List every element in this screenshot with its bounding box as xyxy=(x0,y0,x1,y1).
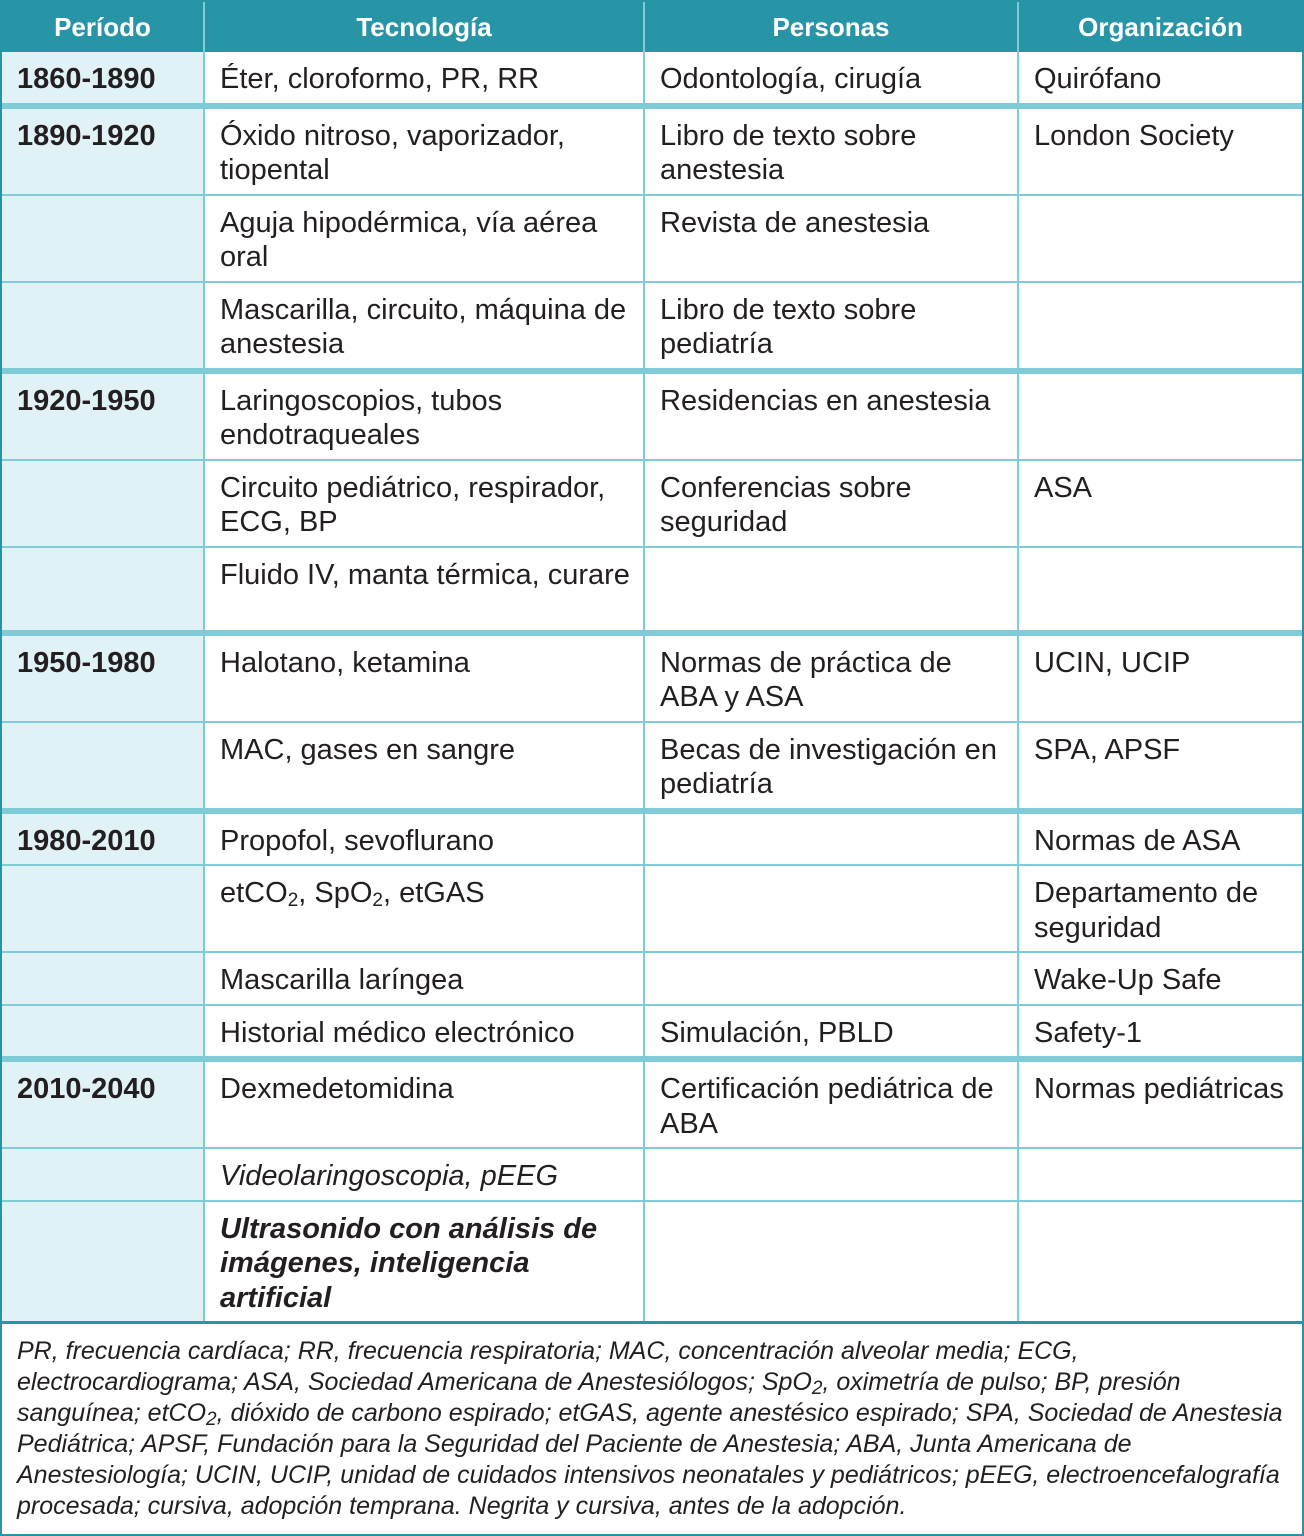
people-cell: Becas de investigación en pediatría xyxy=(644,722,1018,811)
tech-text: , etGAS xyxy=(383,877,485,909)
technology-cell: Ultrasonido con análisis de imágenes, inteligencia artificial xyxy=(204,1201,644,1322)
people-cell: Odontología, cirugía xyxy=(644,52,1018,106)
organization-cell: Normas pediátricas xyxy=(1018,1059,1302,1148)
technology-cell: Videolaringoscopia, pEEG xyxy=(204,1148,644,1201)
people-cell: Residencias en anestesia xyxy=(644,371,1018,460)
technology-cell: Laringoscopios, tubos endotraqueales xyxy=(204,371,644,460)
table-row xyxy=(2,1201,1302,1322)
footnote-text: PR, frecuencia cardíaca; RR, frecuencia respiratoria; MAC, concentración alveolar media; ECG, electrocardiograma; ASA, Sociedad Americana de Anestesiólogos; SpO xyxy=(17,1337,1079,1396)
period-cell xyxy=(2,282,204,371)
organization-cell xyxy=(1018,1148,1302,1201)
footnote xyxy=(2,1321,1302,1522)
people-cell: Normas de práctica de ABA y ASA xyxy=(644,633,1018,722)
technology-cell: Halotano, ketamina xyxy=(204,633,644,722)
tech-text: , SpO xyxy=(298,877,373,909)
technology-cell xyxy=(204,865,644,952)
organization-cell: ASA xyxy=(1018,460,1302,547)
organization-cell: London Society xyxy=(1018,106,1302,195)
technology-cell: Éter, cloroformo, PR, RR xyxy=(204,52,644,106)
technology-cell: Óxido nitroso, vaporizador, tiopental xyxy=(204,106,644,195)
period-cell: 1980-2010 xyxy=(2,811,204,866)
period-cell xyxy=(2,547,204,633)
organization-cell xyxy=(1018,1201,1302,1322)
subscript: 2 xyxy=(206,1409,217,1430)
organization-cell xyxy=(1018,371,1302,460)
organization-cell: Wake-Up Safe xyxy=(1018,952,1302,1005)
technology-cell: Dexmedetomidina xyxy=(204,1059,644,1148)
tech-text: etCO xyxy=(220,877,288,909)
period-cell xyxy=(2,1005,204,1060)
organization-cell xyxy=(1018,195,1302,282)
people-cell xyxy=(644,547,1018,633)
technology-cell: Mascarilla, circuito, máquina de anestesia xyxy=(204,282,644,371)
people-cell: Libro de texto sobre pediatría xyxy=(644,282,1018,371)
history-table xyxy=(2,2,1302,1321)
people-cell: Libro de texto sobre anestesia xyxy=(644,106,1018,195)
subscript: 2 xyxy=(811,1378,823,1399)
organization-cell: SPA, APSF xyxy=(1018,722,1302,811)
period-cell: 1950-1980 xyxy=(2,633,204,722)
table-row xyxy=(2,282,1302,371)
header-row xyxy=(2,2,1302,52)
people-cell xyxy=(644,1148,1018,1201)
technology-cell: Aguja hipodérmica, vía aérea oral xyxy=(204,195,644,282)
table-row xyxy=(2,865,1302,952)
header-organization: Organización xyxy=(1018,2,1302,52)
table-row xyxy=(2,1059,1302,1148)
footnote-text: , dióxido de carbono espirado; etGAS, agente anestésico espirado; SPA, Sociedad de Anestesia Pediátrica; APSF, Fundación para la Seguridad del Paciente de Anestesia; ABA, Junta Americana de Anestesiología; UCIN, UCIP, unidad de cuidados intensivos neonatales y pediátricos; pEEG, electroencefalografía procesada; cursiva, adopción temprana. Negrita y cursiva, antes de la adopción. xyxy=(17,1399,1283,1520)
table-row xyxy=(2,106,1302,195)
subscript: 2 xyxy=(287,890,299,911)
period-cell xyxy=(2,460,204,547)
table-row xyxy=(2,1148,1302,1201)
table-row xyxy=(2,1005,1302,1060)
people-cell: Conferencias sobre seguridad xyxy=(644,460,1018,547)
people-cell xyxy=(644,811,1018,866)
period-cell xyxy=(2,952,204,1005)
period-cell xyxy=(2,722,204,811)
table-row xyxy=(2,547,1302,633)
technology-cell: Mascarilla laríngea xyxy=(204,952,644,1005)
organization-cell xyxy=(1018,547,1302,633)
organization-cell: UCIN, UCIP xyxy=(1018,633,1302,722)
period-cell: 1860-1890 xyxy=(2,52,204,106)
organization-cell: Departamento de seguridad xyxy=(1018,865,1302,952)
period-cell xyxy=(2,865,204,952)
table-row xyxy=(2,633,1302,722)
period-cell xyxy=(2,1148,204,1201)
table-row xyxy=(2,460,1302,547)
people-cell xyxy=(644,1201,1018,1322)
table-row xyxy=(2,952,1302,1005)
period-cell: 1920-1950 xyxy=(2,371,204,460)
period-cell xyxy=(2,1201,204,1322)
period-cell: 2010-2040 xyxy=(2,1059,204,1148)
period-cell: 1890-1920 xyxy=(2,106,204,195)
technology-cell: Historial médico electrónico xyxy=(204,1005,644,1060)
footnote-text: , oximetría de pulso; BP, presión sanguínea; etCO xyxy=(17,1368,1181,1427)
period-cell xyxy=(2,195,204,282)
technology-cell: MAC, gases en sangre xyxy=(204,722,644,811)
organization-cell: Normas de ASA xyxy=(1018,811,1302,866)
organization-cell: Safety-1 xyxy=(1018,1005,1302,1060)
table-row xyxy=(2,722,1302,811)
header-people: Personas xyxy=(644,2,1018,52)
people-cell xyxy=(644,865,1018,952)
technology-cell: Propofol, sevoflurano xyxy=(204,811,644,866)
organization-cell xyxy=(1018,282,1302,371)
header-technology: Tecnología xyxy=(204,2,644,52)
table-row xyxy=(2,811,1302,866)
people-cell: Certificación pediátrica de ABA xyxy=(644,1059,1018,1148)
technology-cell: Fluido IV, manta térmica, curare xyxy=(204,547,644,633)
organization-cell: Quirófano xyxy=(1034,63,1162,95)
people-cell xyxy=(644,952,1018,1005)
header-period: Período xyxy=(2,2,204,52)
table-row xyxy=(2,371,1302,460)
technology-cell: Circuito pediátrico, respirador, ECG, BP xyxy=(204,460,644,547)
table-row xyxy=(2,195,1302,282)
people-cell: Simulación, PBLD xyxy=(644,1005,1018,1060)
table-row xyxy=(2,52,1302,106)
people-cell: Revista de anestesia xyxy=(644,195,1018,282)
subscript: 2 xyxy=(372,890,383,911)
